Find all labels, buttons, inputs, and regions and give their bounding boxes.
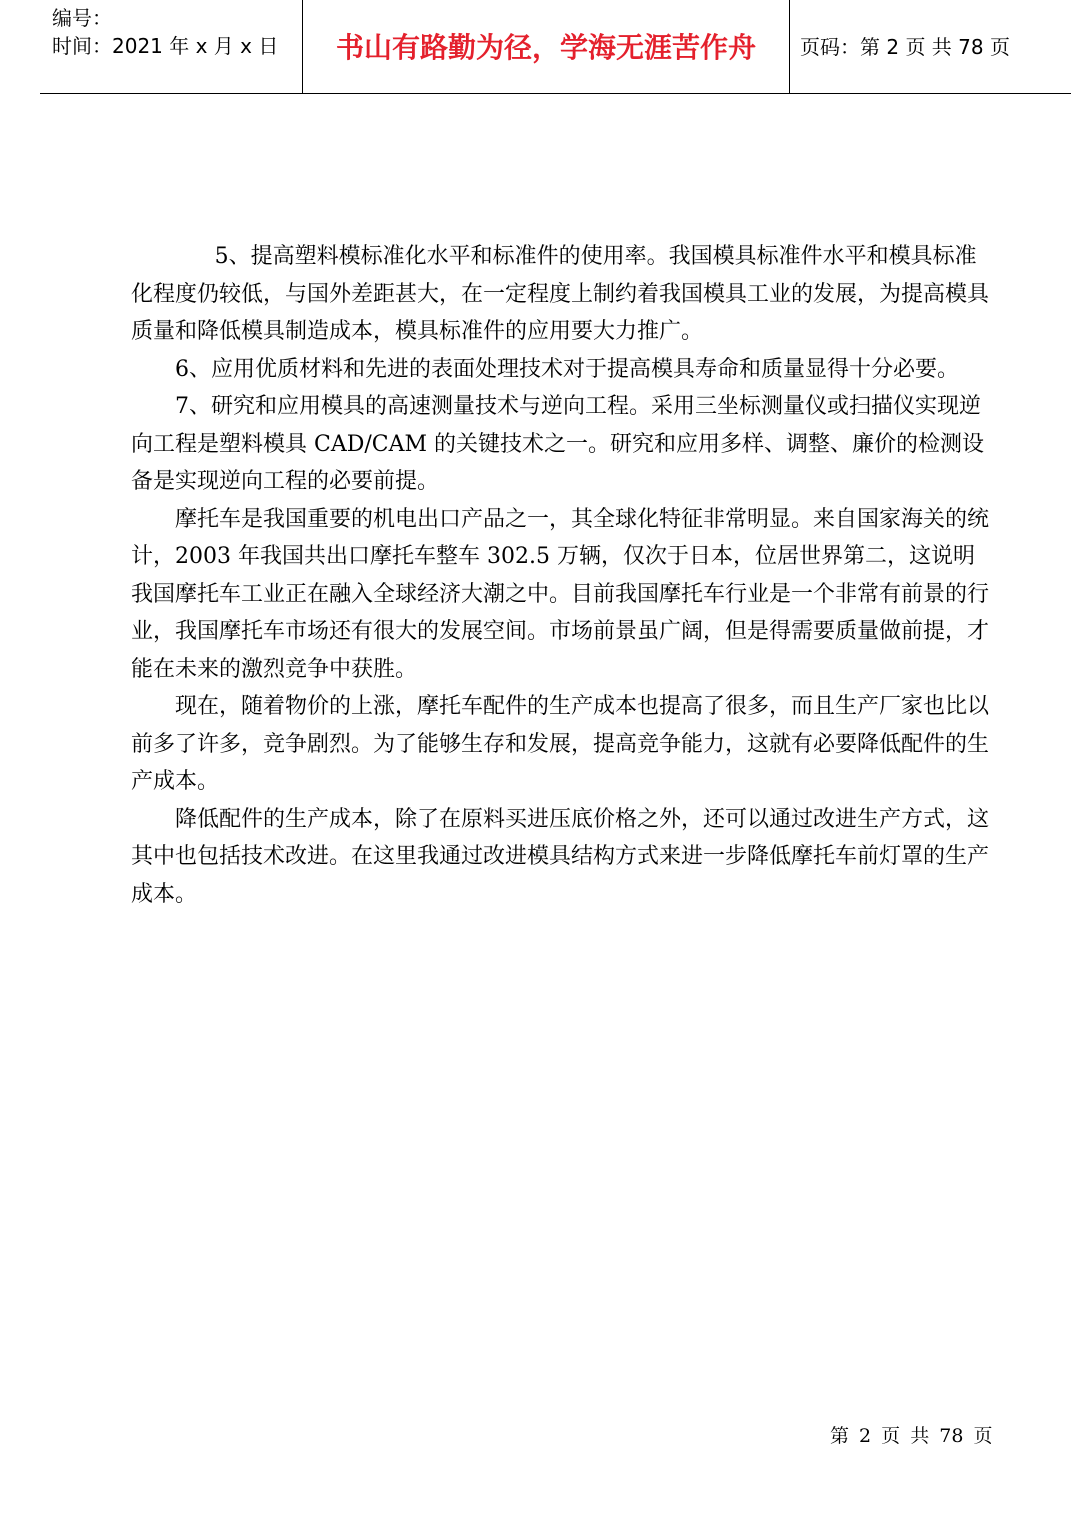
header-page-number: 页码：第 2 页 共 78 页 <box>800 35 1010 59</box>
paragraph: 5、提高塑料模标准化水平和标准件的使用率。我国模具标准件水平和模具标准化程度仍较低，与国外差距甚大，在一定程度上制约着我国模具工业的发展，为提高模具质量和降低模具制造成本，模具标准件的应用要大力推广。 <box>131 244 990 344</box>
header-motto: 书山有路勤为径，学海无涯苦作舟 <box>335 31 756 64</box>
page-header <box>40 0 1071 94</box>
document-body <box>131 238 991 913</box>
paragraph: 摩托车是我国重要的机电出口产品之一，其全球化特征非常明显。来自国家海关的统计，2003 年我国共出口摩托车整车 302.5 万辆，仅次于日本，位居世界第二，这说明我国摩托车工业正在融入全球经济大潮之中。目前我国摩托车行业是一个非常有前景的行业，我国摩托车市场还有很大的发展空间。市场前景虽广阔，但是得需要质量做前提，才能在未来的激烈竞争中获胜。 <box>131 506 990 682</box>
page-footer: 第 2 页 共 78 页 <box>830 1425 993 1447</box>
header-info <box>52 4 278 60</box>
header-divider <box>789 0 790 93</box>
paragraph: 现在，随着物价的上涨，摩托车配件的生产成本也提高了很多，而且生产厂家也比以前多了许多，竞争剧烈。为了能够生存和发展，提高竞争能力，这就有必要降低配件的生产成本。 <box>131 694 990 794</box>
paragraph: 降低配件的生产成本，除了在原料买进压底价格之外，还可以通过改进生产方式，这其中也包括技术改进。在这里我通过改进模具结构方式来进一步降低摩托车前灯罩的生产成本。 <box>131 806 990 907</box>
paragraph: 6、应用优质材料和先进的表面处理技术对于提高模具寿命和质量显得十分必要。 <box>175 356 959 382</box>
serial-number-label: 编号： <box>52 6 112 30</box>
time-label: 时间：2021 年 x 月 x 日 <box>52 34 279 58</box>
paragraph: 7、研究和应用模具的高速测量技术与逆向工程。采用三坐标测量仪或扫描仪实现逆向工程是塑料模具 CAD/CAM 的关键技术之一。研究和应用多样、调整、廉价的检测设备是实现逆向工程的必要前提。 <box>131 394 985 494</box>
